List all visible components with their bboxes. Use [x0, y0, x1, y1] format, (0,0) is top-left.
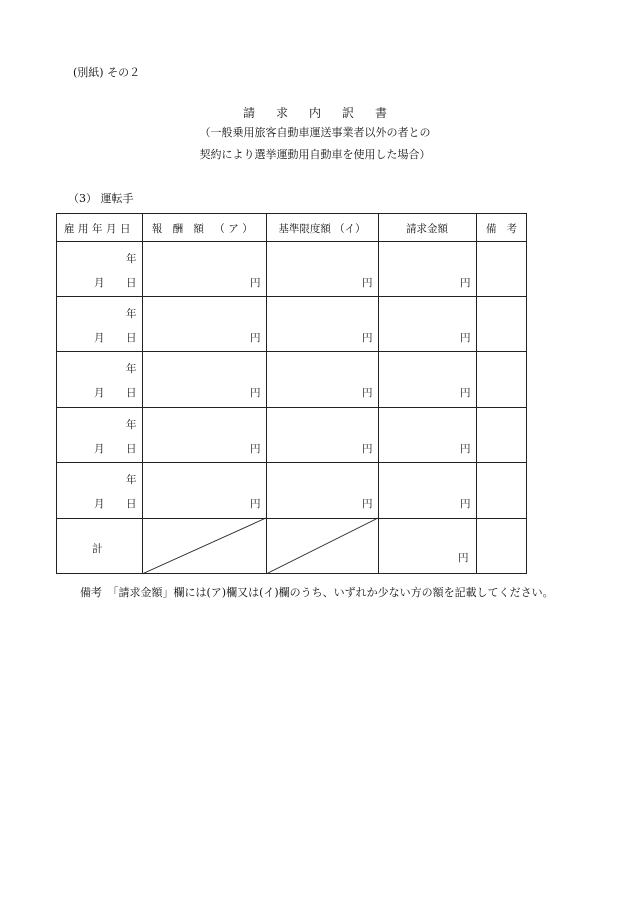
limit-total-diagonal	[266, 518, 378, 574]
total-label: 計	[92, 543, 103, 555]
day-label: 日	[126, 332, 137, 344]
claim-yen-unit: 円	[460, 387, 471, 399]
month-label: 月	[94, 498, 105, 510]
limit-yen-unit: 円	[362, 498, 373, 510]
limit-yen-unit: 円	[362, 443, 373, 455]
document-title: 請求内訳書	[242, 106, 408, 120]
claim-yen-unit: 円	[460, 498, 471, 510]
claim-yen-unit: 円	[460, 332, 471, 344]
header-remarks: 備考	[486, 223, 527, 235]
year-label: 年	[126, 308, 137, 320]
pay-yen-unit: 円	[250, 443, 261, 455]
year-label: 年	[126, 363, 137, 375]
pay-yen-unit: 円	[250, 387, 261, 399]
subtitle-line-2: 契約により選挙運動用自動車を使用した場合）	[199, 148, 431, 161]
pay-yen-unit: 円	[250, 277, 261, 289]
header-standard-limit: 基準限度額 （イ）	[278, 223, 366, 235]
month-label: 月	[94, 277, 105, 289]
day-label: 日	[126, 387, 137, 399]
header-note: (別紙) その２	[73, 66, 141, 79]
year-label: 年	[126, 253, 137, 265]
footnote: 備考 「請求金額」欄には(ア)欄又は(イ)欄のうち、いずれか少ない方の額を記載してください。	[80, 586, 554, 599]
claim-breakdown-table	[56, 213, 527, 574]
year-label: 年	[126, 474, 137, 486]
pay-yen-unit: 円	[250, 332, 261, 344]
total-claim-unit: 円	[458, 552, 469, 564]
pay-yen-unit: 円	[250, 498, 261, 510]
limit-yen-unit: 円	[362, 332, 373, 344]
subtitle-line-1: （一般乗用旅客自動車運送事業者以外の者との	[199, 126, 431, 139]
limit-yen-unit: 円	[362, 387, 373, 399]
day-label: 日	[126, 498, 137, 510]
header-pay-amount: 報 酬 額 （ア）	[151, 223, 257, 235]
section-label: （3） 運転手	[68, 192, 134, 205]
day-label: 日	[126, 443, 137, 455]
header-claim-amount: 請求金額	[406, 223, 448, 235]
month-label: 月	[94, 332, 105, 344]
year-label: 年	[126, 419, 137, 431]
month-label: 月	[94, 387, 105, 399]
claim-yen-unit: 円	[460, 277, 471, 289]
limit-yen-unit: 円	[362, 277, 373, 289]
claim-yen-unit: 円	[460, 443, 471, 455]
header-employment-date: 雇用年月日	[64, 223, 134, 235]
day-label: 日	[126, 277, 137, 289]
month-label: 月	[94, 443, 105, 455]
pay-total-diagonal	[142, 518, 266, 574]
